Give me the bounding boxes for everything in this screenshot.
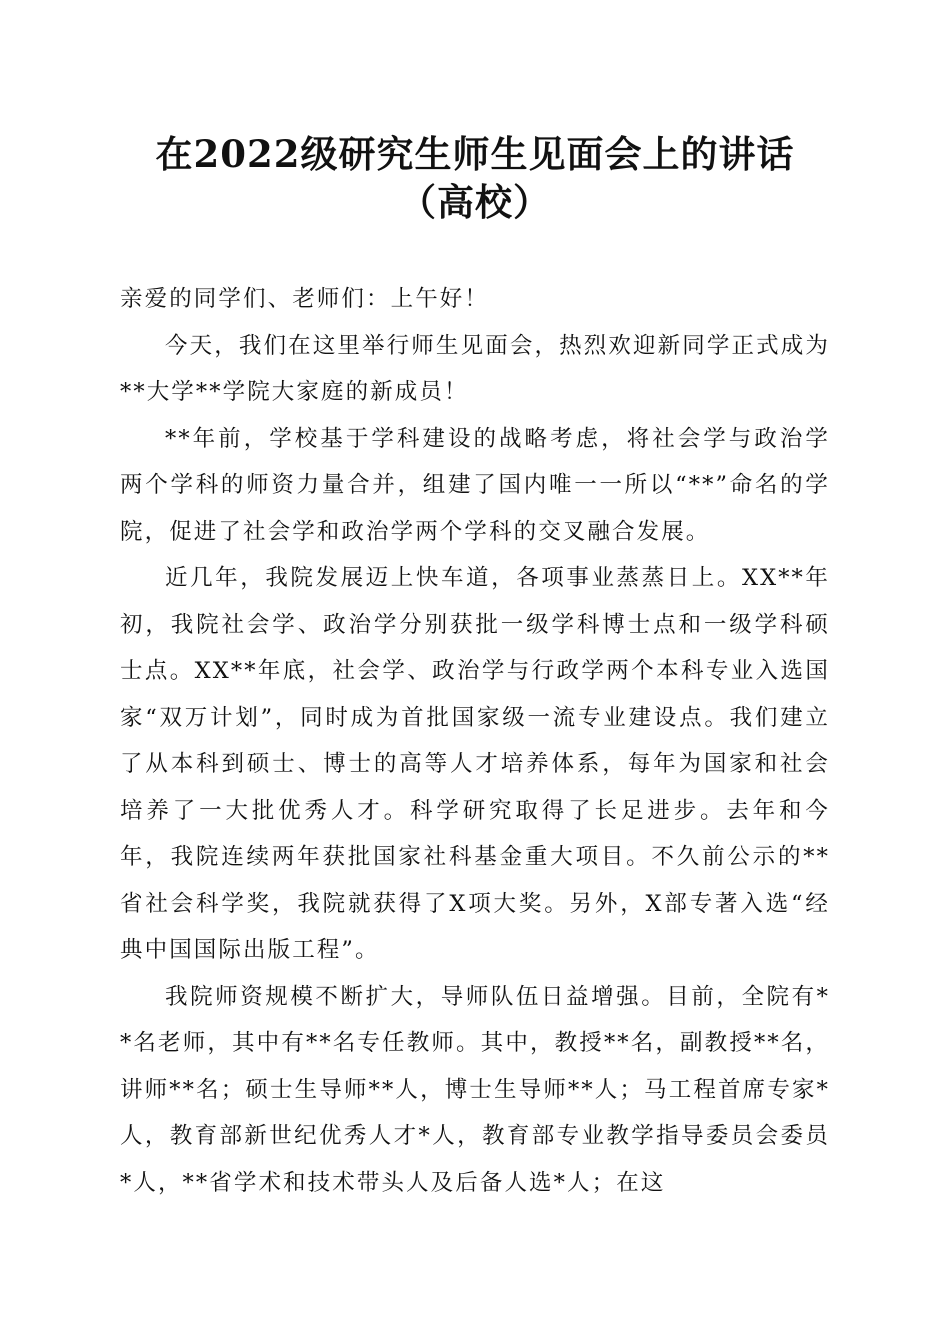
paragraph-welcome: 今天，我们在这里举行师生见面会，热烈欢迎新同学正式成为**大学**学院大家庭的新成员！ [120, 332, 830, 405]
document-title: 在2022级研究生师生见面会上的讲话（高校） [155, 132, 795, 224]
paragraph-faculty: 我院师资规模不断扩大，导师队伍日益增强。目前，全院有**名老师，其中有**名专任教师。其中，教授**名，副教授**名，讲师**名；硕士生导师**人，博士生导师**人；马工程首席专家*人，教育部新世纪优秀人才*人，教育部专业教学指导委员会委员*人，**省学术和技术带头人及后备人选*人；在这 [120, 983, 830, 1196]
document-body [120, 276, 830, 1206]
paragraph-history: **年前，学校基于学科建设的战略考虑，将社会学与政治学两个学科的师资力量合并，组建了国内唯一一所以“**”命名的学院，促进了社会学和政治学两个学科的交叉融合发展。 [120, 425, 830, 545]
paragraph-achievements: 近几年，我院发展迈上快车道，各项事业蒸蒸日上。XX**年初，我院社会学、政治学分别获批一级学科博士点和一级学科硕士点。XX**年底，社会学、政治学与行政学两个本科专业入选国家“双万计划”，同时成为首批国家级一流专业建设点。我们建立了从本科到硕士、博士的高等人才培养体系，每年为国家和社会培养了一大批优秀人才。科学研究取得了长足进步。去年和今年，我院连续两年获批国家社科基金重大项目。不久前公示的**省社会科学奖，我院就获得了X项大奖。另外，X部专著入选“经典中国国际出版工程”。 [120, 565, 830, 963]
greeting-line: 亲爱的同学们、老师们：上午好！ [120, 286, 490, 312]
